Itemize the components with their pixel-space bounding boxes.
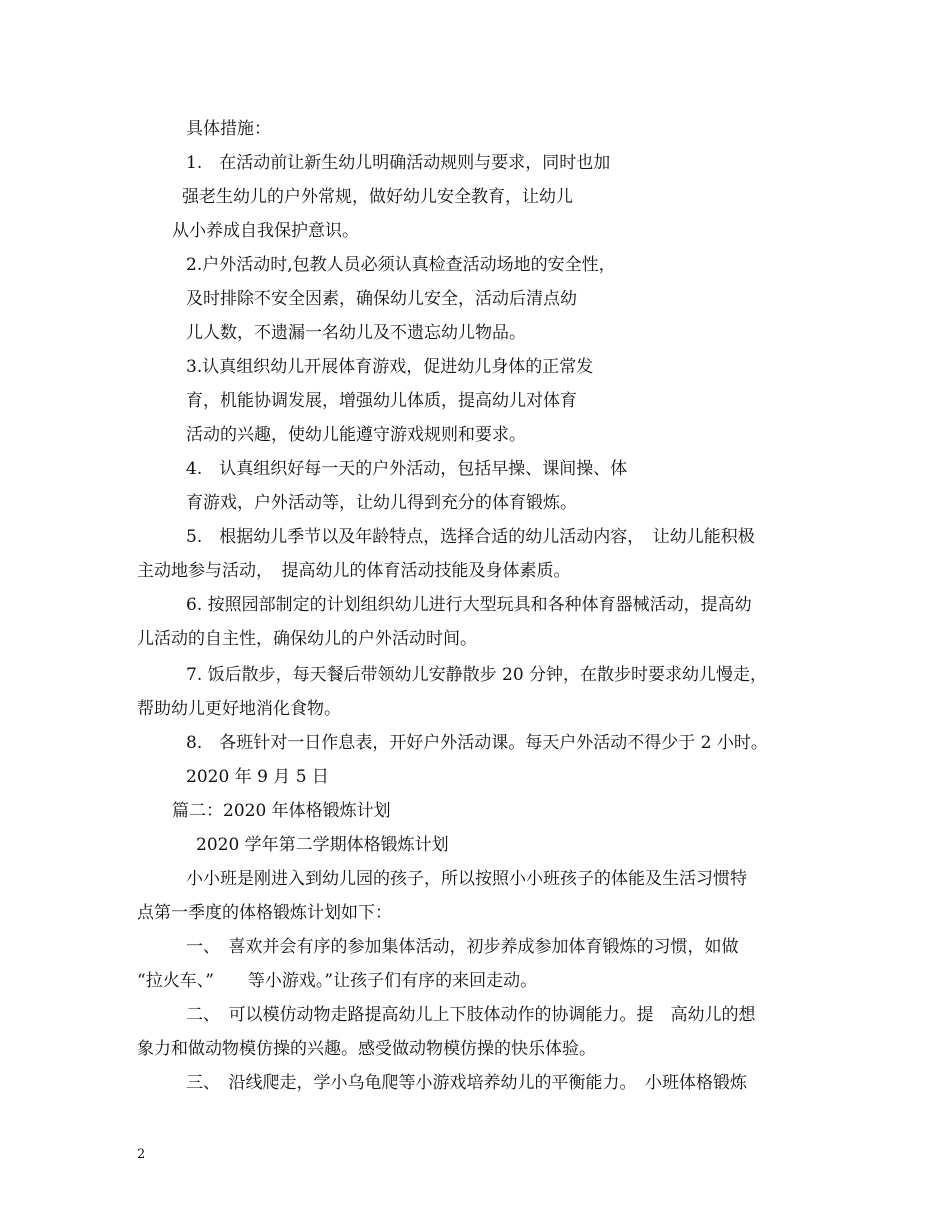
section-subtitle: 2020 学年第二学期体格锻炼计划	[196, 835, 449, 855]
text-line: 7. 饭后散步，每天餐后带领幼儿安静散步 20 分钟，在散步时要求幼儿慢走，	[186, 665, 768, 685]
text-line: 8. 各班针对一日作息表，开好户外活动课。每天户外活动不得少于 2 小时。	[186, 733, 768, 753]
text-line: 从小养成自我保护意识。	[172, 221, 359, 241]
text-line: 3.认真组织幼儿开展体育游戏，促进幼儿身体的正常发	[186, 357, 594, 377]
text-line: 点第一季度的体格锻炼计划如下：	[137, 903, 392, 923]
text-line: 帮助幼儿更好地消化食物。	[137, 699, 341, 719]
text-line: 主动地参与活动， 提高幼儿的体育活动技能及身体素质。	[137, 561, 571, 581]
text-line: 4. 认真组织好每一天的户外活动，包括早操、课间操、体	[186, 459, 628, 479]
text-line: “拉火车、” 等小游戏。”让孩子们有序的来回走动。	[137, 971, 538, 991]
text-line: 育游戏，户外活动等，让幼儿得到充分的体育锻炼。	[186, 493, 577, 513]
text-line: 二、 可以模仿动物走路提高幼儿上下肢体动作的协调能力。提 高幼儿的想	[186, 1005, 756, 1025]
text-line: 象力和做动物模仿操的兴趣。感受做动物模仿操的快乐体验。	[137, 1039, 596, 1059]
text-line: 2020 年 9 月 5 日	[186, 767, 329, 787]
text-line: 小小班是刚进入到幼儿园的孩子，所以按照小小班孩子的体能及生活习惯特	[186, 869, 747, 889]
text-line: 育，机能协调发展，增强幼儿体质，提高幼儿对体育	[186, 391, 577, 411]
text-line: 三、 沿线爬走，学小乌龟爬等小游戏培养幼儿的平衡能力。 小班体格锻炼	[186, 1073, 747, 1093]
section-heading: 篇二：2020 年体格锻炼计划	[172, 801, 391, 821]
page-number: 2	[137, 1147, 146, 1162]
text-line: 6. 按照园部制定的计划组织幼儿进行大型玩具和各种体育器械活动，提高幼	[186, 595, 752, 615]
text-line: 1. 在活动前让新生幼儿明确活动规则与要求，同时也加	[186, 153, 611, 173]
text-line: 活动的兴趣，使幼儿能遵守游戏规则和要求。	[186, 425, 526, 445]
text-line: 一、 喜欢并会有序的参加集体活动，初步养成参加体育锻炼的习惯，如做	[186, 937, 739, 957]
text-line: 儿活动的自主性，确保幼儿的户外活动时间。	[137, 629, 477, 649]
text-line: 2.户外活动时,包教人员必须认真检查活动场地的安全性，	[186, 255, 616, 275]
text-line: 具体措施：	[186, 119, 271, 139]
text-line: 儿人数，不遗漏一名幼儿及不遗忘幼儿物品。	[186, 323, 526, 343]
text-line: 及时排除不安全因素，确保幼儿安全，活动后清点幼	[186, 289, 577, 309]
text-line: 强老生幼儿的户外常规，做好幼儿安全教育，让幼儿	[182, 187, 573, 207]
text-line: 5. 根据幼儿季节以及年龄特点，选择合适的幼儿活动内容， 让幼儿能积极	[186, 527, 755, 547]
